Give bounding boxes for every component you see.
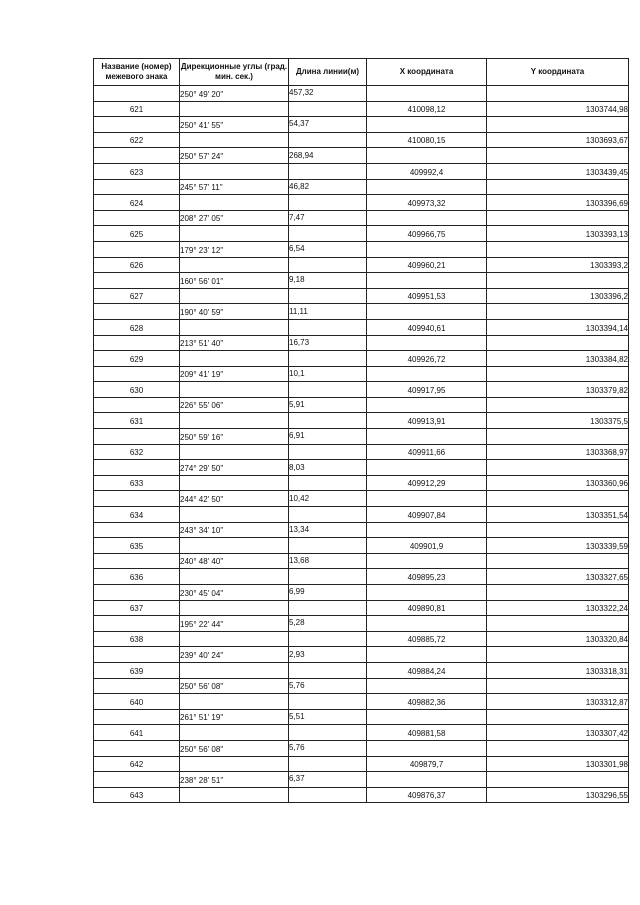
x-coordinate-cell [367,647,487,663]
y-coordinate-cell [487,522,629,538]
table-row [94,335,629,351]
direction-angle-cell: 274° 29' 50" [180,460,289,476]
table-row [94,429,629,445]
table-row [94,86,629,102]
x-coordinate-cell: 409907,84 [367,507,487,523]
x-coordinate-cell [367,460,487,476]
line-length-cell: 6,54 [289,241,367,257]
marker-name-cell: 636 [94,569,180,585]
direction-angle-cell [180,787,289,803]
direction-angle-cell [180,288,289,304]
marker-name-cell [94,273,180,289]
direction-angle-cell [180,600,289,616]
line-length-cell: 46,82 [289,179,367,195]
line-length-cell: 54,37 [289,117,367,133]
direction-angle-cell [180,413,289,429]
y-coordinate-cell: 1303320,84 [487,631,629,647]
table-row [94,740,629,756]
line-length-cell [289,569,367,585]
line-length-cell: 2,93 [289,647,367,663]
x-coordinate-cell [367,772,487,788]
header-x-coordinate: X координата [367,59,487,86]
direction-angle-cell [180,507,289,523]
line-length-cell: 5,28 [289,616,367,632]
marker-name-cell: 628 [94,319,180,335]
line-length-cell [289,288,367,304]
y-coordinate-cell [487,585,629,601]
y-coordinate-cell [487,491,629,507]
table-row [94,662,629,678]
x-coordinate-cell: 409876,37 [367,787,487,803]
direction-angle-cell: 238° 28' 51" [180,772,289,788]
y-coordinate-cell [487,210,629,226]
line-length-cell [289,756,367,772]
line-length-cell [289,787,367,803]
y-coordinate-cell: 1303351,54 [487,507,629,523]
table-row [94,491,629,507]
y-coordinate-cell: 1303312,87 [487,694,629,710]
x-coordinate-cell: 409912,29 [367,475,487,491]
table-row [94,273,629,289]
header-direction-angle: Дирекционные углы (град. мин. сек.) [180,59,289,86]
table-row [94,507,629,523]
table-row [94,725,629,741]
marker-name-cell [94,86,180,102]
marker-name-cell: 622 [94,132,180,148]
x-coordinate-cell [367,491,487,507]
table-row [94,522,629,538]
table-row [94,397,629,413]
marker-name-cell [94,491,180,507]
y-coordinate-cell [487,740,629,756]
x-coordinate-cell: 409901,9 [367,538,487,554]
line-length-cell [289,631,367,647]
table-row [94,569,629,585]
line-length-cell [289,413,367,429]
line-length-cell [289,444,367,460]
marker-name-cell [94,772,180,788]
y-coordinate-cell: 1303322,24 [487,600,629,616]
y-coordinate-cell [487,709,629,725]
x-coordinate-cell [367,397,487,413]
table-row [94,366,629,382]
marker-name-cell: 638 [94,631,180,647]
table-row [94,444,629,460]
marker-name-cell: 630 [94,382,180,398]
direction-angle-cell: 250° 41' 55" [180,117,289,133]
y-coordinate-cell [487,553,629,569]
y-coordinate-cell [487,616,629,632]
table-row [94,226,629,242]
header-marker-name: Название (номер) межевого знака [94,59,180,86]
line-length-cell: 5,76 [289,678,367,694]
y-coordinate-cell: 1303396,69 [487,195,629,211]
table-row [94,163,629,179]
direction-angle-cell: 213° 51' 40" [180,335,289,351]
marker-name-cell: 629 [94,351,180,367]
line-length-cell: 268,94 [289,148,367,164]
direction-angle-cell: 239° 40' 24" [180,647,289,663]
y-coordinate-cell [487,429,629,445]
table-row [94,678,629,694]
marker-name-cell [94,148,180,164]
marker-name-cell: 627 [94,288,180,304]
direction-angle-cell [180,569,289,585]
marker-name-cell [94,647,180,663]
line-length-cell: 10,42 [289,491,367,507]
x-coordinate-cell: 409895,23 [367,569,487,585]
table-header [94,59,629,86]
table-row [94,257,629,273]
direction-angle-cell: 250° 56' 08" [180,740,289,756]
x-coordinate-cell [367,678,487,694]
y-coordinate-cell: 1303393,13 [487,226,629,242]
y-coordinate-cell: 1303396,2 [487,288,629,304]
line-length-cell: 7,47 [289,210,367,226]
marker-name-cell [94,678,180,694]
y-coordinate-cell: 1303368,97 [487,444,629,460]
table-row [94,382,629,398]
x-coordinate-cell [367,366,487,382]
line-length-cell [289,382,367,398]
y-coordinate-cell [487,273,629,289]
line-length-cell [289,195,367,211]
direction-angle-cell: 245° 57' 11" [180,179,289,195]
y-coordinate-cell [487,304,629,320]
table-body [94,86,629,803]
marker-name-cell [94,616,180,632]
direction-angle-cell [180,538,289,554]
y-coordinate-cell: 1303318,31 [487,662,629,678]
table-row [94,616,629,632]
y-coordinate-cell [487,86,629,102]
line-length-cell [289,507,367,523]
x-coordinate-cell: 409926,72 [367,351,487,367]
direction-angle-cell: 250° 59' 16" [180,429,289,445]
x-coordinate-cell [367,241,487,257]
header-row [94,59,629,86]
marker-name-cell [94,460,180,476]
table-row [94,756,629,772]
line-length-cell: 5,91 [289,397,367,413]
x-coordinate-cell: 409940,61 [367,319,487,335]
direction-angle-cell: 250° 49' 20" [180,86,289,102]
line-length-cell: 9,18 [289,273,367,289]
line-length-cell [289,319,367,335]
x-coordinate-cell [367,210,487,226]
table-row [94,241,629,257]
y-coordinate-cell: 1303394,14 [487,319,629,335]
y-coordinate-cell: 1303393,2 [487,257,629,273]
table-row [94,772,629,788]
table-row [94,210,629,226]
marker-name-cell [94,522,180,538]
x-coordinate-cell: 409960,21 [367,257,487,273]
header-line-length: Длина линии(м) [289,59,367,86]
marker-name-cell: 641 [94,725,180,741]
marker-name-cell: 642 [94,756,180,772]
direction-angle-cell [180,475,289,491]
direction-angle-cell: 208° 27' 05" [180,210,289,226]
table-row [94,538,629,554]
direction-angle-cell [180,132,289,148]
marker-name-cell [94,335,180,351]
line-length-cell: 6,91 [289,429,367,445]
direction-angle-cell [180,756,289,772]
line-length-cell: 5,76 [289,740,367,756]
table-row [94,195,629,211]
y-coordinate-cell: 1303379,82 [487,382,629,398]
marker-name-cell [94,553,180,569]
direction-angle-cell [180,631,289,647]
line-length-cell [289,538,367,554]
line-length-cell: 457,32 [289,86,367,102]
direction-angle-cell [180,351,289,367]
table-row [94,117,629,133]
x-coordinate-cell [367,585,487,601]
x-coordinate-cell: 409879,7 [367,756,487,772]
x-coordinate-cell [367,148,487,164]
table-row [94,709,629,725]
table-row [94,319,629,335]
table-row [94,787,629,803]
direction-angle-cell: 195° 22' 44" [180,616,289,632]
direction-angle-cell: 261° 51' 19" [180,709,289,725]
marker-name-cell [94,709,180,725]
table-row [94,351,629,367]
x-coordinate-cell [367,553,487,569]
y-coordinate-cell [487,366,629,382]
x-coordinate-cell: 410080,15 [367,132,487,148]
line-length-cell [289,694,367,710]
table-row [94,413,629,429]
direction-angle-cell [180,319,289,335]
direction-angle-cell: 250° 56' 08" [180,678,289,694]
y-coordinate-cell: 1303439,45 [487,163,629,179]
marker-name-cell: 643 [94,787,180,803]
marker-name-cell [94,117,180,133]
line-length-cell: 5,51 [289,709,367,725]
y-coordinate-cell: 1303296,55 [487,787,629,803]
table-row [94,631,629,647]
direction-angle-cell: 160° 56' 01" [180,273,289,289]
table-row [94,585,629,601]
direction-angle-cell: 243° 34' 10" [180,522,289,538]
x-coordinate-cell: 409885,72 [367,631,487,647]
marker-name-cell: 635 [94,538,180,554]
x-coordinate-cell [367,740,487,756]
line-length-cell [289,351,367,367]
marker-name-cell [94,366,180,382]
x-coordinate-cell [367,117,487,133]
line-length-cell [289,725,367,741]
x-coordinate-cell: 409913,91 [367,413,487,429]
y-coordinate-cell: 1303360,96 [487,475,629,491]
direction-angle-cell [180,163,289,179]
direction-angle-cell: 209° 41' 19" [180,366,289,382]
marker-name-cell: 631 [94,413,180,429]
marker-name-cell [94,429,180,445]
y-coordinate-cell [487,460,629,476]
table-row [94,600,629,616]
x-coordinate-cell: 409884,24 [367,662,487,678]
direction-angle-cell: 190° 40' 59" [180,304,289,320]
table-row [94,288,629,304]
marker-name-cell [94,397,180,413]
y-coordinate-cell: 1303307,42 [487,725,629,741]
x-coordinate-cell: 409911,66 [367,444,487,460]
direction-angle-cell: 244° 42' 50" [180,491,289,507]
marker-name-cell: 632 [94,444,180,460]
table-row [94,101,629,117]
x-coordinate-cell [367,179,487,195]
table-row [94,647,629,663]
y-coordinate-cell: 1303301,98 [487,756,629,772]
direction-angle-cell [180,725,289,741]
line-length-cell: 8,03 [289,460,367,476]
marker-name-cell: 625 [94,226,180,242]
y-coordinate-cell: 1303327,65 [487,569,629,585]
y-coordinate-cell: 1303375,5 [487,413,629,429]
marker-name-cell [94,241,180,257]
y-coordinate-cell: 1303384,82 [487,351,629,367]
marker-name-cell: 621 [94,101,180,117]
marker-name-cell [94,740,180,756]
marker-name-cell [94,585,180,601]
line-length-cell: 10,1 [289,366,367,382]
y-coordinate-cell: 1303339,59 [487,538,629,554]
y-coordinate-cell [487,179,629,195]
y-coordinate-cell [487,678,629,694]
line-length-cell [289,662,367,678]
y-coordinate-cell: 1303693,67 [487,132,629,148]
line-length-cell: 13,68 [289,553,367,569]
x-coordinate-cell [367,522,487,538]
table-row [94,475,629,491]
marker-name-cell [94,179,180,195]
x-coordinate-cell: 409992,4 [367,163,487,179]
x-coordinate-cell [367,616,487,632]
marker-name-cell: 637 [94,600,180,616]
y-coordinate-cell [487,241,629,257]
direction-angle-cell: 250° 57' 24" [180,148,289,164]
x-coordinate-cell [367,273,487,289]
x-coordinate-cell: 409890,81 [367,600,487,616]
direction-angle-cell [180,662,289,678]
direction-angle-cell [180,694,289,710]
y-coordinate-cell [487,397,629,413]
direction-angle-cell: 240° 48' 40" [180,553,289,569]
y-coordinate-cell [487,335,629,351]
direction-angle-cell [180,226,289,242]
marker-name-cell [94,210,180,226]
direction-angle-cell: 230° 45' 04" [180,585,289,601]
line-length-cell: 11,11 [289,304,367,320]
direction-angle-cell: 179° 23' 12" [180,241,289,257]
marker-name-cell: 633 [94,475,180,491]
table-row [94,179,629,195]
x-coordinate-cell: 409973,32 [367,195,487,211]
x-coordinate-cell: 409882,36 [367,694,487,710]
direction-angle-cell [180,257,289,273]
table-row [94,460,629,476]
marker-name-cell [94,304,180,320]
y-coordinate-cell [487,117,629,133]
direction-angle-cell [180,101,289,117]
line-length-cell: 6,37 [289,772,367,788]
direction-angle-cell [180,444,289,460]
line-length-cell [289,101,367,117]
marker-name-cell: 640 [94,694,180,710]
direction-angle-cell [180,195,289,211]
line-length-cell: 6,99 [289,585,367,601]
y-coordinate-cell [487,647,629,663]
direction-angle-cell [180,382,289,398]
y-coordinate-cell [487,148,629,164]
table-row [94,132,629,148]
x-coordinate-cell [367,335,487,351]
marker-name-cell: 626 [94,257,180,273]
table-row [94,553,629,569]
x-coordinate-cell: 409917,95 [367,382,487,398]
direction-angle-cell: 226° 55' 06" [180,397,289,413]
x-coordinate-cell [367,709,487,725]
marker-name-cell: 634 [94,507,180,523]
line-length-cell [289,226,367,242]
y-coordinate-cell [487,772,629,788]
table-row [94,148,629,164]
x-coordinate-cell [367,304,487,320]
line-length-cell: 16,73 [289,335,367,351]
line-length-cell [289,600,367,616]
marker-name-cell: 639 [94,662,180,678]
table-row [94,304,629,320]
marker-name-cell: 623 [94,163,180,179]
x-coordinate-cell: 409951,53 [367,288,487,304]
table-row [94,694,629,710]
header-y-coordinate: Y координата [487,59,629,86]
marker-name-cell: 624 [94,195,180,211]
y-coordinate-cell: 1303744,98 [487,101,629,117]
x-coordinate-cell [367,429,487,445]
x-coordinate-cell: 409966,75 [367,226,487,242]
line-length-cell [289,257,367,273]
line-length-cell: 13,34 [289,522,367,538]
x-coordinate-cell [367,86,487,102]
boundary-coordinates-table [93,58,629,803]
line-length-cell [289,163,367,179]
line-length-cell [289,475,367,491]
line-length-cell [289,132,367,148]
x-coordinate-cell: 410098,12 [367,101,487,117]
x-coordinate-cell: 409881,58 [367,725,487,741]
